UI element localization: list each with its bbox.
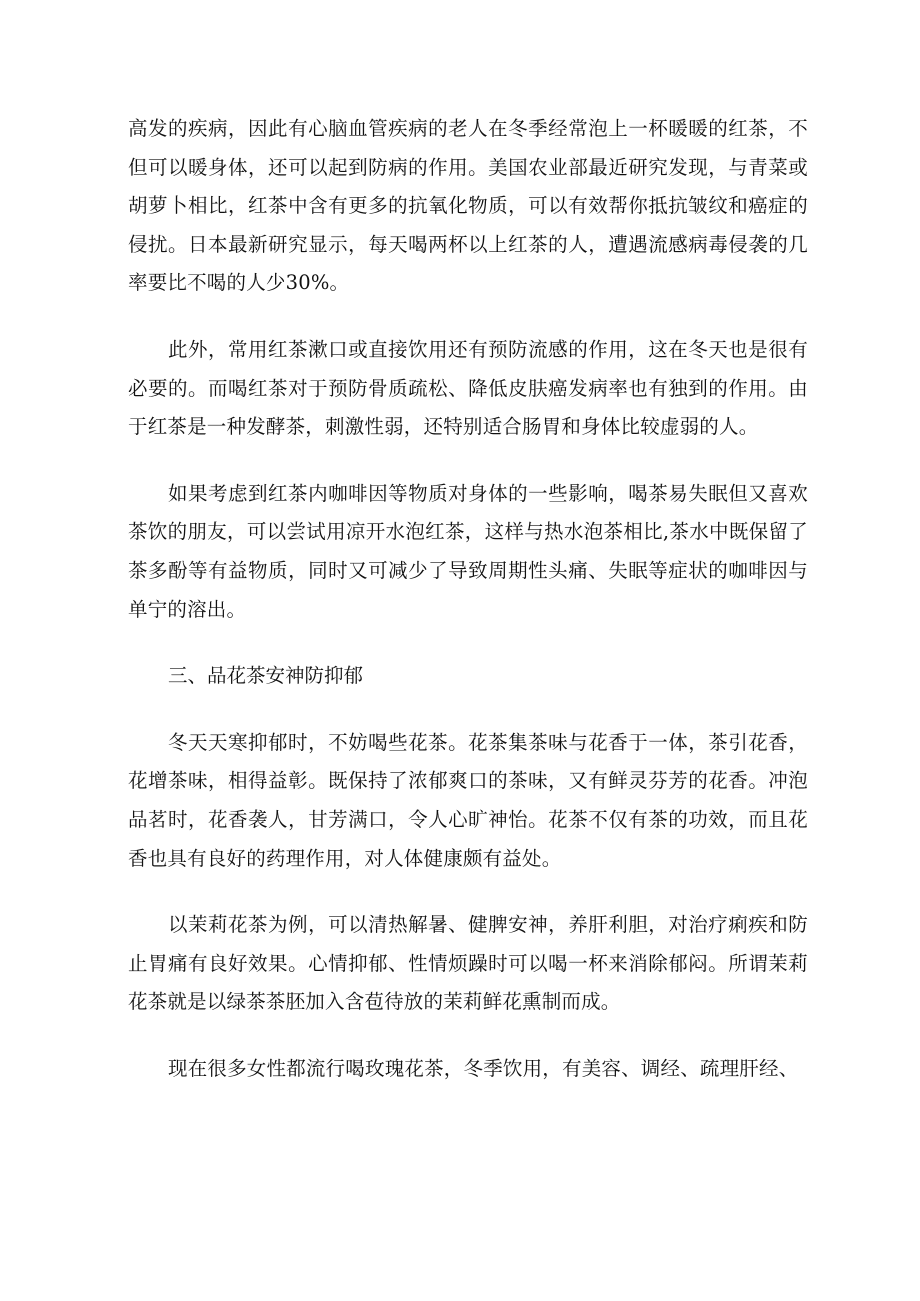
paragraph-flower-tea-intro: 冬天天寒抑郁时，不妨喝些花茶。花茶集茶味与花香于一体，茶引花香，花增茶味，相得益彰。既保持了浓郁爽口的茶味，又有鲜灵芬芳的花香。冲泡品茗时，花香袭人，甘芳满口，令人心旷神怡。花茶不仅有茶的功效，而且花香也具有良好的药理作用，对人体健康颇有益处。: [128, 730, 808, 870]
paragraph-rose-tea: 现在很多女性都流行喝玫瑰花茶，冬季饮用，有美容、调经、疏理肝经、: [168, 1056, 799, 1080]
paragraph-red-tea-flu: 此外，常用红茶漱口或直接饮用还有预防流感的作用，这在冬天也是很有必要的。而喝红茶对于预防骨质疏松、降低皮肤癌发病率也有独到的作用。由于红茶是一种发酵茶，刺激性弱，还特别适合肠胃和身体比较虚弱的人。: [128, 337, 808, 439]
paragraph-jasmine-tea: 以茉莉花茶为例，可以清热解暑、健脾安神，养肝利胆，对治疗痢疾和防止胃痛有良好效果。心情抑郁、性情烦躁时可以喝一杯来消除郁闷。所谓茉莉花茶就是以绿茶茶胚加入含苞待放的茉莉鲜花熏制而成。: [128, 913, 808, 1014]
paragraph-red-tea-cold-brew: 如果考虑到红茶内咖啡因等物质对身体的一些影响，喝茶易失眠但又喜欢茶饮的朋友，可以尝试用凉开水泡红茶，这样与热水泡茶相比,茶水中既保留了茶多酚等有益物质，同时又可减少了导致周期性头痛、失眠等症状的咖啡因与单宁的溶出。: [128, 481, 808, 621]
document-body: [128, 110, 808, 1088]
section-heading-flower-tea: 三、品花茶安神防抑郁: [168, 664, 364, 688]
paragraph-red-tea-health: 高发的疾病，因此有心脑血管疾病的老人在冬季经常泡上一杯暖暖的红茶，不但可以暖身体，还可以起到防病的作用。美国农业部最近研究发现，与青菜或胡萝卜相比，红茶中含有更多的抗氧化物质，可以有效帮你抵抗皱纹和癌症的侵扰。日本最新研究显示，每天喝两杯以上红茶的人，遭遇流感病毒侵袭的几率要比不喝的人少30%。: [128, 117, 808, 295]
